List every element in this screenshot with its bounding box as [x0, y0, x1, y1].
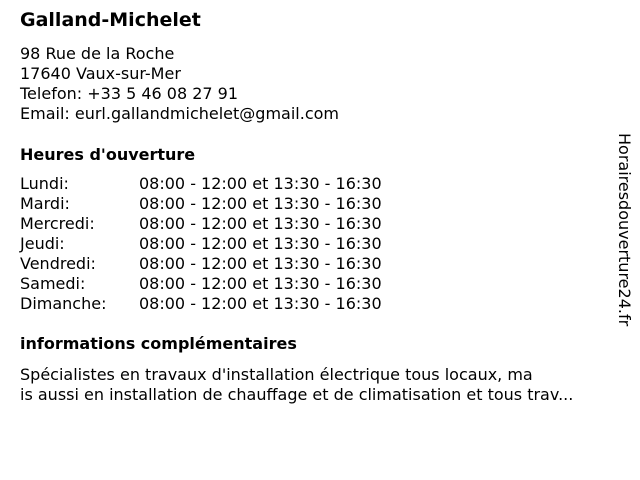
hours-row-tuesday — [20, 194, 382, 214]
hours-row-saturday — [20, 274, 382, 294]
address-street: 98 Rue de la Roche — [20, 44, 175, 63]
hours-day: Lundi: — [20, 174, 69, 193]
hours-day: Samedi: — [20, 274, 86, 293]
hours-day: Mercredi: — [20, 214, 95, 233]
hours-time: 08:00 - 12:00 et 13:30 - 16:30 — [139, 274, 382, 293]
hours-day: Mardi: — [20, 194, 70, 213]
business-name: Galland-Michelet — [20, 9, 201, 31]
hours-time: 08:00 - 12:00 et 13:30 - 16:30 — [139, 234, 382, 253]
address-city: 17640 Vaux-sur-Mer — [20, 64, 181, 83]
email-address: Email: eurl.gallandmichelet@gmail.com — [20, 104, 339, 123]
hours-time: 08:00 - 12:00 et 13:30 - 16:30 — [139, 214, 382, 233]
hours-row-monday — [20, 174, 382, 194]
hours-row-friday — [20, 254, 382, 274]
hours-heading: Heures d'ouverture — [20, 145, 196, 164]
hours-day: Dimanche: — [20, 294, 107, 313]
hours-row-wednesday — [20, 214, 382, 234]
hours-time: 08:00 - 12:00 et 13:30 - 16:30 — [139, 294, 382, 313]
hours-time: 08:00 - 12:00 et 13:30 - 16:30 — [139, 254, 382, 273]
info-line: is aussi en installation de chauffage et de climatisation et tous trav... — [20, 385, 574, 404]
hours-day: Vendredi: — [20, 254, 96, 273]
hours-day: Jeudi: — [20, 234, 65, 253]
info-heading: informations complémentaires — [20, 334, 297, 353]
info-line: Spécialistes en travaux d'installation électrique tous locaux, ma — [20, 365, 533, 384]
hours-table — [20, 174, 382, 314]
hours-time: 08:00 - 12:00 et 13:30 - 16:30 — [139, 174, 382, 193]
hours-row-sunday — [20, 294, 382, 314]
info-description — [20, 365, 620, 405]
hours-time: 08:00 - 12:00 et 13:30 - 16:30 — [139, 194, 382, 213]
hours-row-thursday — [20, 234, 382, 254]
site-watermark: Horairesdouverture24.fr — [615, 133, 634, 327]
contact-block — [20, 44, 339, 124]
phone-number: Telefon: +33 5 46 08 27 91 — [20, 84, 239, 103]
